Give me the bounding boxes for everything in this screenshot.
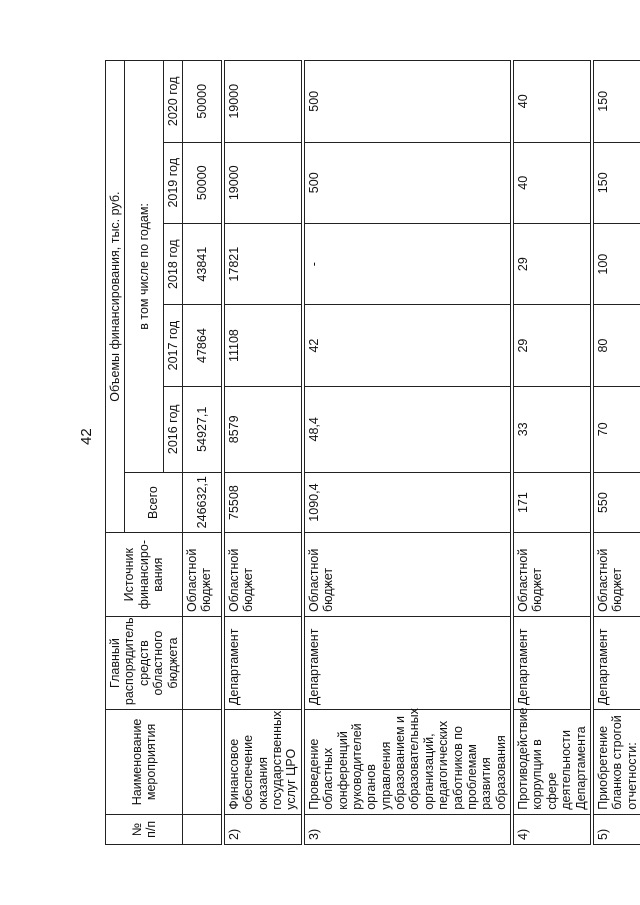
cell-value: 80 <box>593 305 640 386</box>
col-header-by-years: в том числе по годам: <box>125 61 163 473</box>
cell-total: 75508 <box>224 472 301 532</box>
col-header-year: 2019 год <box>163 142 182 223</box>
cell-value: - <box>304 223 510 304</box>
cell-value: 70 <box>593 386 640 472</box>
cell-value: 33 <box>514 386 591 472</box>
cell-source: Областной бюджет <box>182 533 221 617</box>
col-header-source: Источник финансиро-вания <box>106 533 183 617</box>
cell-admin: Департамент <box>304 617 510 710</box>
cell-value: 150 <box>593 142 640 223</box>
table-row <box>304 61 510 845</box>
table-row-total <box>182 61 221 845</box>
cell-name: Приобретение бланков строгой отчетности: <box>593 710 640 815</box>
col-header-year: 2017 год <box>163 305 182 386</box>
cell-name: Проведение областных конференций руководителей органов управления образованием и образовательных организаций, педагогических работников по проблемам развития образования <box>304 710 510 815</box>
col-header-year: 2020 год <box>163 61 182 143</box>
cell-value: 29 <box>514 223 591 304</box>
cell-value: 43841 <box>182 223 221 304</box>
cell-num: 4) <box>514 814 591 844</box>
cell-total: 171 <box>514 472 591 532</box>
cell-value: 100 <box>593 223 640 304</box>
table-row <box>593 61 640 845</box>
col-header-year: 2016 год <box>163 386 182 472</box>
cell-admin: Департамент <box>224 617 301 710</box>
cell-admin: Департамент <box>593 617 640 710</box>
cell-value: 17821 <box>224 223 301 304</box>
cell-num: 2) <box>224 814 301 844</box>
table-row <box>224 61 301 845</box>
cell-value: 47864 <box>182 305 221 386</box>
cell-value: 19000 <box>224 61 301 143</box>
col-header-volumes: Объемы финансирования, тыс. руб. <box>106 61 125 533</box>
cell-value: 50000 <box>182 61 221 143</box>
col-header-total: Всего <box>125 472 183 532</box>
cell-value: 40 <box>514 61 591 143</box>
col-header-num: № п/п <box>106 814 183 844</box>
cell-value: 19000 <box>224 142 301 223</box>
cell-name: Противодействие коррупции в сфере деятельности Департамента <box>514 710 591 815</box>
cell-value: 54927,1 <box>182 386 221 472</box>
cell-source: Областной бюджет <box>224 533 301 617</box>
cell-total: 550 <box>593 472 640 532</box>
cell-value: 42 <box>304 305 510 386</box>
col-header-name: Наименование мероприятия <box>106 710 183 815</box>
cell-source: Областной бюджет <box>304 533 510 617</box>
col-header-admin: Главный распорядитель средств областного бюджета <box>106 617 183 710</box>
cell-value: 48,4 <box>304 386 510 472</box>
rotated-page-content <box>105 60 640 845</box>
cell-value: 500 <box>304 142 510 223</box>
cell-total: 1090,4 <box>304 472 510 532</box>
cell-admin: Департамент <box>514 617 591 710</box>
table-row <box>514 61 591 845</box>
cell-value: 29 <box>514 305 591 386</box>
cell-value: 40 <box>514 142 591 223</box>
cell-source: Областной бюджет <box>593 533 640 617</box>
cell-name: Финансовое обеспечение оказания государственных услуг ЦРО <box>224 710 301 815</box>
cell-total: 246632,1 <box>182 472 221 532</box>
financing-table <box>105 60 640 845</box>
cell-value: 50000 <box>182 142 221 223</box>
cell-num: 5) <box>593 814 640 844</box>
col-header-year: 2018 год <box>163 223 182 304</box>
cell-value: 8579 <box>224 386 301 472</box>
cell-num: 3) <box>304 814 510 844</box>
cell-value: 150 <box>593 61 640 143</box>
header-row <box>106 61 125 845</box>
cell-source: Областной бюджет <box>514 533 591 617</box>
cell-value: 500 <box>304 61 510 143</box>
cell-value: 11108 <box>224 305 301 386</box>
page-number: 42 <box>78 428 95 445</box>
